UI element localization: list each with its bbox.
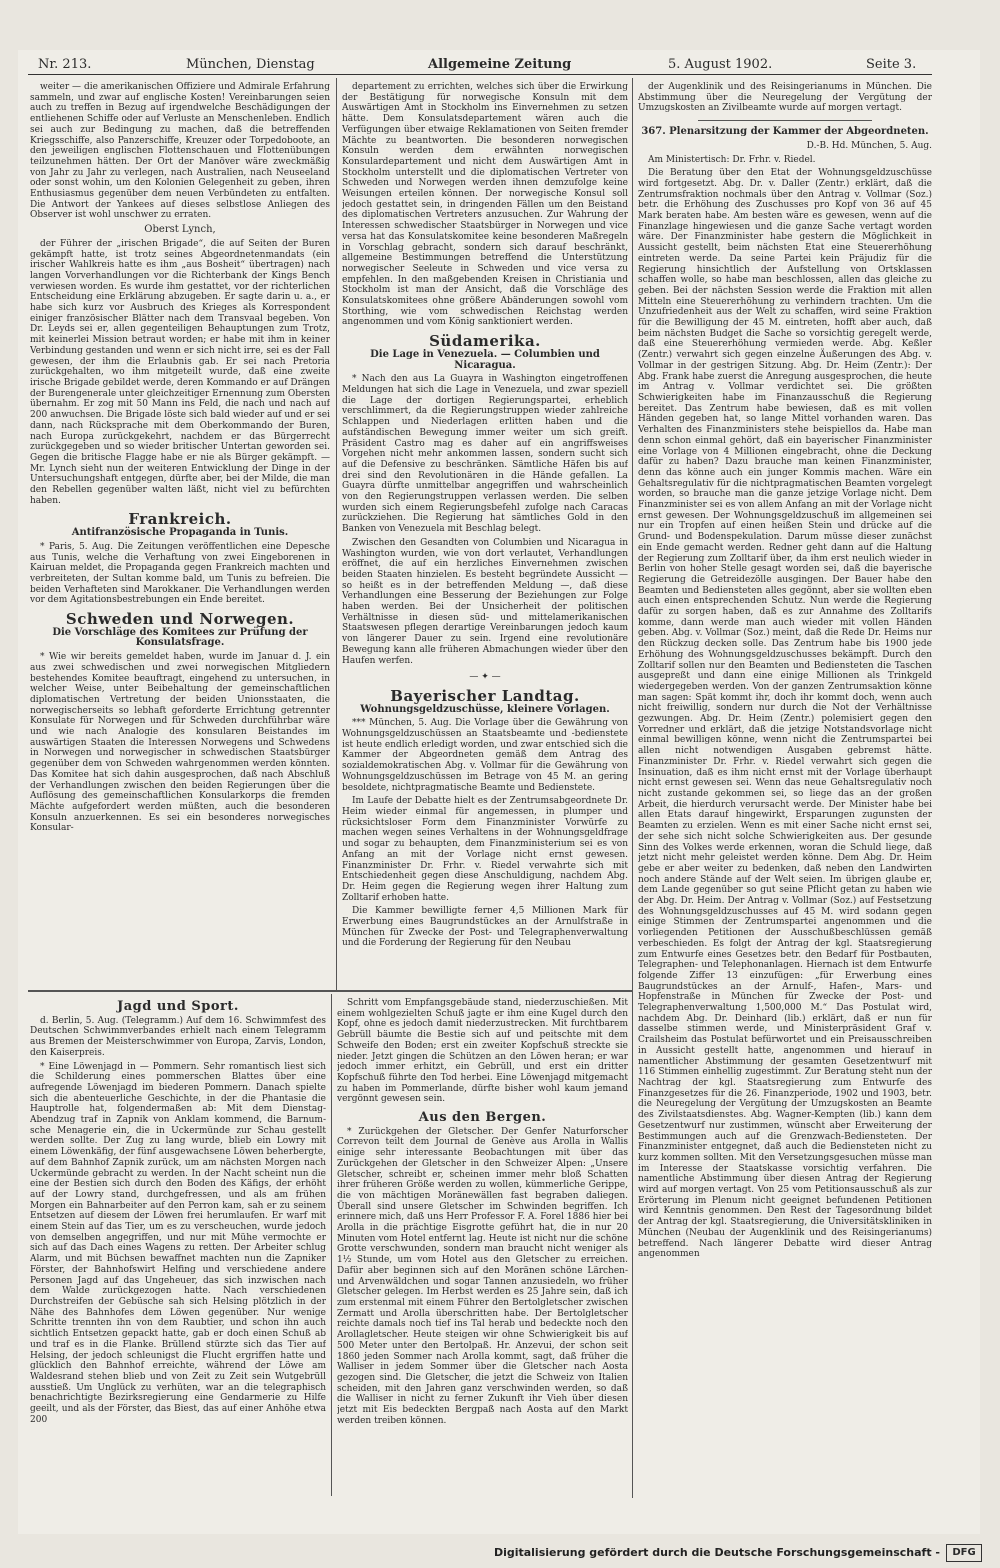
article-text: d. Berlin, 5. Aug. (Telegramm.) Auf dem 16. Schwimmfest des Deutschen Schwimmverbandes erhielt nach einem Telegramm aus Bremen der Meisterschwimmer von Europa, Zarvis, London, den Kaiserpreis. xyxy=(30,1015,326,1058)
article-subheading: Wohnungsgeldzuschüsse, kleinere Vorlagen. xyxy=(360,703,610,715)
place-day: München, Dienstag xyxy=(186,57,315,72)
article-text: * Eine Löwenjagd in — Pommern. Sehr romantisch liest sich die Schilderung eines pommerschen Blattes über eine aufregende Löwenjagd im biederen Pommern. Danach spielte sich die abenteuerliche Geschichte, in der die Phantasie die Hauptrolle hat, folgendermaßen ab: Mit dem Dienstag-Abendzug traf in Zapnik von Anklam kommend, die Barnum-sche Menagerie ein, die in Uckermünde zur Schau gestellt werden sollte. Der Zug zu lang wurde, blieb ein Lowry mit einem Löwenkäfig, der fünf ausgewachsene Löwen beherbergte, auf dem Bahnhof Zapnik zurück, um am nächsten Morgen nach Uckermünde gebracht zu werden. In der Nacht scheint nun die eine der Bestien sich durch den Boden des Käfigs, der erhöht auf der Lowry stand, durchgefressen, und als am frühen Morgen ein Bahnarbeiter auf den Perron kam, sah er zu seinem Entsetzen auf diesem der Löwen frei herumlaufen. Er warf mit einem Stein auf das Tier, um es zu verscheuchen, wurde jedoch von demselben angegriffen, und nur mit Mühe vermochte er sich auf das Dach eines Wagens zu retten. Der Arbeiter schlug Alarm, und mit Büchsen bewaffnet machten nun die Zapniker Förster, der Bahnhofswirt Helfing und verschiedene andere Personen Jagd auf das Ungeheuer, das sich inzwischen nach dem Walde zurückgezogen hatte. Nach verschiedenen Durchstreifen der Gebüsche sah sich Helsing plötzlich in der Nähe des Bahnhofes dem Löwen gegenüber. Nur wenige Schritte trennten ihn von dem Raubtier, und schon ihn auch sichtlich Entsetzen gepackt hatte, gab er doch einen Schuß ab und traf es in die Flanke. Brüllend stürzte sich das Tier auf Helsing, der jedoch schleunigst die Flucht ergriffen hatte und glücklich den Bahnhof erreichte, während der Löwe am Waldesrand stehen blieb und von Zeit zu Zeit sein Wutgebrüll ausstieß. Um Unglück zu verhüten, war an die telegraphisch benachrichtigte Bezirksregierung eine Gendarmerie zu Hilfe geeilt, und als der Förster, das Biest, das auf einer Anhöhe etwa 200 xyxy=(30,1061,326,1425)
ministers-note: Am Ministertisch: Dr. Frhr. v. Riedel. xyxy=(648,154,816,165)
article-text: Zwischen den Gesandten von Columbien und Nicaragua in Washington wurden, wie von dort verlautet, Verhandlungen eröffnet, die auf ein herzliches Einvernehmen zwischen beiden Staaten hinzielen. Es besteht begründete Aussicht — so heißt es in der betreffenden Meldung —, daß diese Verhandlungen eine Besserung der Beziehungen zur Folge haben werden. Bei der Unsicherheit der politischen Verhältnisse in diesen süd- und mittelamerikanischen Staatswesen pflegen derartige Vereinbarungen jedoch kaum von längerer Dauer zu sein. Irgend eine revolutionäre Bewegung kann alle früheren Abmachungen wieder über den Haufen werfen. xyxy=(342,537,628,666)
article-text: der Augenklinik und des Reisingerianums in München. Die Abstimmung über die Neuregelung der Vergütung der Umzugskosten an Zivilbeamte wurde auf morgen vertagt. xyxy=(638,82,932,114)
article-text: Die Beratung über den Etat der Wohnungsgeldzuschüsse wird fortgesetzt. Abg. Dr. v. Daller (Zentr.) erklärt, daß die Zentrumsfraktion nochmals über den Antrag v. Vollmar (Soz.) betr. die Erhöhung des Zuschusses pro Kopf von 36 auf 45 Mark beraten habe. Am besten wäre es gewesen, wenn auf die Finanzlage hingewiesen und die ganze Sache vertagt worden wäre. Der Finanzminister habe gestern die Möglichkeit in Aussicht gestellt, beim nächsten Etat eine Steuererhöhung eintreten werde. Da seine Partei kein Präjudiz für die Regierung hinsichtlich der Aufstellung von Ortsklassen schaffen wolle, so habe man beschlossen, allen das gleiche zu geben. Bei der nächsten Session werde die Fraktion mit allen Mitteln eine Steuererhöhung zu verhindern trachten. Um die Unzufriedenheit aus der Welt zu schaffen, wird seine Fraktion für die Bewilligung der 45 M. eintreten, hofft aber auch, daß beim nächsten Budget die Sache so vorsichtig geregelt werde, daß eine Steuererhöhung vermieden werde. Abg. Keßler (Zentr.) verwahrt sich gegen einzelne Äußerungen des Abg. v. Vollmar in der gestrigen Sitzung. Abg. Dr. Heim (Zentr.): Der Abg. Frank habe zuerst die Anregung ausgesprochen, die heute im Antrag v. Vollmar verdichtet sei. Die größten Schwierigkeiten habe im Finanzausschuß die Regierung bereitet. Das Zentrum habe bewiesen, daß es mit vollen Händen gegeben hat, so lange Mittel vorhanden waren. Das Verhalten des Finanzministers stehe beispiellos da. Habe man denn schon einmal gehört, daß ein bayerischer Finanzminister eine Vorlage von 4 Millionen eingebracht, ohne die Deckung dafür zu haben? Dazu brauche man keinen Finanzminister, denn das könne auch ein junger Kommis machen. Wäre ein Gehaltsregulativ für die nichtpragmatischen Beamten vorgelegt worden, so brauche man die ganze jetzige Vorlage nicht. Dem Finanzminister sei es von allem Anfang an mit der Vorlage nicht ernst gewesen. Der Wohnungsgeldzuschuß im allgemeinen sei nur ein Tropfen auf einen heißen Stein und drücke auf die Grund- und Bodenspekulation. Darum müsse dieser zunächst ein Ende gemacht werden. Redner geht dann auf die Haltung der Regierung zum Zolltarif über, da ihm erst neulich wieder in Berlin von hoher Stelle gesagt worden sei, daß die bayerische Regierung die Getreidezölle ausgingen. Der Bauer habe den Beamten und Bediensteten alles gegönnt, aber sie wollten eben auch einen entsprechenden Schutz. Nun werde die Regierung dafür zu sorgen haben, daß es zur Annahme des Zolltarifs komme, dann werde man auch wieder mit vollen Händen geben. Abg. v. Vollmar (Soz.) meint, daß die Rede Dr. Heims nur den Rückzug decken solle. Das Zentrum habe bis 1900 jede Erhöhung des Wohnungsgeldzuschusses bekämpft. Durch den Zolltarif sollen nur den Beamten und Bediensteten die Taschen ausgepreßt und dann eine einige Millionen als Trinkgeld wiedergegeben werden. Von der ganzen Zentrumsaktion könne man sagen: Spät kommt ihr, doch ihr kommt doch, wenn auch nicht freiwillig, sondern nur durch die Not der Verhältnisse gezwungen. Abg. Dr. Heim (Zentr.) polemisiert gegen den Vorredner und erklärt, daß die jetzige Notstandsvorlage nicht einmal bewilligen könne, wenn nicht die Zentrumspartei bei allen nicht notwendigen Ausgaben gebremst hätte. Finanzminister Dr. Frhr. v. Riedel verwahrt sich gegen die Insinuation, daß es ihm nicht ernst mit der Vorlage überhaupt nicht ernst gewesen sei. Wenn das neue Gehaltsregulativ noch nicht zustande gekommen sei, so liege das an der großen Arbeit, die hierdurch verursacht werde. Der Minister habe bei allen Etats darauf hingewirkt, Ersparungen zugunsten der Beamten zu erzielen. Wenn es mit einer Sache nicht ernst sei, der sehe sich nicht solche Schwierigkeiten aus. Der gesunde Sinn des Volkes werde erkennen, woran die Schuld liege, daß jetzt nicht mehr geleistet werden könne. Dem Abg. Dr. Heim gebe er aber weiter zu bedenken, daß neben den Landwirten noch andere Stände auf der Welt seien. Im übrigen glaube er, dem Lande gegenüber so gut seine Pflicht getan zu haben wie der Abg. Dr. Heim. Der Antrag v. Vollmar (Soz.) auf Festsetzung des Wohnungsgeldzuschusses auf 45 M. wird sodann gegen einige Stimmen der Zentrumspartei angenommen und die vorliegenden Petitionen der Ausschußbeschlüssen gemäß verbeschieden. Es folgt der Antrag der kgl. Staatsregierung zum Entwurfe eines Gesetzes betr. den Bedarf für Postbauten, Telegraphen- und Telephonanlagen. Hiernach ist dem Entwurfe folgende Ziffer 13 einzufügen: „für Erwerbung eines Baugrundstückes an der Arnulf-, Hafen-, Mars- und Hopfenstraße in München für Zwecke der Post- und Telegraphenverwaltung 1,500,000 M.“ Das Postulat wird, nachdem Abg. Dr. Deinhard (lib.) erklärt, daß er nun für dasselbe stimmen werde, und Ministerpräsident Graf v. Crailsheim das Postulat befürwortet und ein Preisausschreiben in Aussicht gestellt hatte, angenommen und hierauf in namentlicher Abstimmung der gesamten Gesetzentwurf mit 116 Stimmen einhellig zugestimmt. Zur Beratung steht nun der Nachtrag der kgl. Staatsregierung zum Entwurfe des Finanzgesetzes für die 26. Finanzperiode, 1902 und 1903, betr. die Neuregelung der Vergütung der Umzugskosten an Beamte des Zivilstaatsdienstes. Abg. Wagner-Kempten (lib.) kann dem Gesetzentwurf nur zustimmen, wünscht aber Erweiterung der Bestimmungen auch auf die Grenzwach-Bediensteten. Der Finanzminister entgegnet, daß auch die Bediensteten nicht zu kurz kommen sollten. Mit den Versetzungsgesuchen müsse man im Interesse der Staatskasse vorsichtig verfahren. Die namentliche Abstimmung über diesen Antrag der Regierung wird auf morgen vertagt. Von 25 vom Petitionsausschuß als zur Erörterung im Plenum nicht geeignet befundenen Petitionen wird Kenntnis genommen. Den Rest der Tagesordnung bildet der Antrag der kgl. Staatsregierung, die Universitätskliniken in München (Neubau der Augenklinik und des Reisingerianums) betreffend. Nach längerer Debatte wird dieser Antrag angenommen xyxy=(638,168,932,1260)
article-text: weiter — die amerikanischen Offiziere und Admirale Erfahrung sammeln, und zwar auf englische Kosten! Vereinbarungen seien auch zu treffen in Bezug auf irgendwelche Beschädigungen der entliehenen Schiffe oder auf Verluste an Menschenleben. Endlich sei auch zur Bedingung zu machen, daß die betreffenden Kriegsschiffe, also Panzerschiffe, Kreuzer oder Torpedoboote, an den jeweiligen englischen Flottenschauen und Flottenübungen teilzunehmen hätten. Der Ort der Manöver wäre zweckmäßig von Jahr zu Jahr zu verlegen, nach Australien, nach Neuseeland oder sonst wohin, um den Kolonien Gelegenheit zu geben, ihren Enthusiasmus gegenüber dem neuen Verbündeten zu entfalten. Die Antwort der Yankees auf dieses selbstlose Anliegen des Observer ist wohl unschwer zu erraten. xyxy=(30,82,330,221)
section-heading: Aus den Bergen. xyxy=(418,1110,547,1126)
article-heading: 367. Plenarsitzung der Kammer der Abgeordneten. xyxy=(641,126,929,138)
article-text: * Paris, 5. Aug. Die Zeitungen veröffentlichen eine Depesche aus Tunis, welche die Verhaftung von zwei Eingeborenen in Kairuan meldet, die Propaganda gegen Frankreich machten und verbreiteten, der Sultan komme bald, um Tunis zu befreien. Die beiden Verhafteten sind Marokkaner. Die Verhandlungen werden vor dem Agitationsbestrebungen ein Ende bereitet. xyxy=(30,541,330,606)
issue-number: Nr. 213. xyxy=(38,57,92,72)
article-text: * Nach den aus La Guayra in Washington eingetroffenen Meldungen hat sich die Lage in Venezuela, und zwar speziell die Lage der dortigen Regierungspartei, erheblich verschlimmert, da die Regierungstruppen wieder zahlreiche Schlappen und Niederlagen erlitten haben und die aufständischen Bewegung immer weiter um sich greift. Präsident Castro mag es daher auf ein angriffsweises Vorgehen nicht mehr ankommen lassen, sondern sucht sich auf die Defensive zu beschränken. Sämtliche Häfen bis auf drei sind den Revolutionären in die Hände gefallen. La Guayra dürfte unmittelbar angegriffen und wahrscheinlich von den Regierungstruppen verlassen werden. Die selben wurden sich einem Regierungsbefehl zufolge nach Caracas zurückziehen. Die Regierung hat sämtliches Gold in den Banken von Venezuela mit Beschlag belegt. xyxy=(342,374,628,535)
article-subheading: Antifranzösische Propaganda in Tunis. xyxy=(71,527,289,539)
article-text: Schritt vom Empfangsgebäude stand, niederzuschießen. Mit einem wohlgezielten Schuß jagte er ihm eine Kugel durch den Kopf, ohne es jedoch damit niederzustrecken. Mit furchtbarem Gebrüll bäumte die Bestie sich auf und peitschte mit dem Schweife den Boden; erst ein zweiter Kopfschuß streckte sie nieder. Jetzt gingen die Schützen an den Löwen heran; er war jedoch immer erhitzt, ein Gebrüll, und erst ein dritter Kopfschuß führte den Tod herbei. Eine Löwenjagd mitgemacht zu haben im Pommerlande, dürfte bisher wohl kaum jemand vergönnt gewesen sein. xyxy=(337,998,628,1105)
page-number: Seite 3. xyxy=(866,57,917,72)
digitization-credit: Digitalisierung gefördert durch die Deutsche Forschungsgemeinschaft - xyxy=(493,1546,940,1559)
article-heading: Oberst Lynch, xyxy=(144,224,216,236)
column-rule xyxy=(331,994,332,1496)
article-text: der Führer der „irischen Brigade“, die auf Seiten der Buren gekämpft hatte, ist trotz seines Abgeordnetenmandats (ein irischer Wahlkreis hatte es ihm „aus Bosheit“ übertragen) nach langen Vorverhandlungen vor die Richterbank der Kings Bench verwiesen worden. Es wurde ihm gestattet, vor der richterlichen Entscheidung eine Erklärung abzugeben. Er sagte darin u. a., er habe sich kurz vor Ausbruch des Krieges als Korrespondent einiger französischer Blätter nach dem Transvaal begeben. Von Dr. Leyds sei er, allen gegenteiligen Behauptungen zum Trotz, mit keinerlei Mission betraut worden; er habe mit ihm in keiner Verbindung gestanden und wenn er sich nicht irre, sei es der Fall gewesen, der ihm die Erlaubnis gab. Er sei nach Pretoria zurückgehalten, wo ihm mitgeteilt wurde, daß eine zweite irische Brigade gebildet werde, deren Kommando er auf Drängen der Burengenerale unter gleichzeitiger Ernennung zum Obersten übernahm. Er zog mit 50 Mann ins Feld, die nach und nach auf 200 anwuchsen. Die Brigade löste sich bald wieder auf und er sei dann, nach Rücksprache mit dem Oberkommando der Buren, nach Europa zurückgekehrt, nachdem er das Bürgerrecht zurückgegeben und so wieder britischer Untertan geworden sei. Gegen die britische Flagge habe er nie als Bürger gekämpft. — Mr. Lynch sieht nun der weiteren Entwicklung der Dinge in der Untersuchungshaft entgegen, dürfte aber, bei der Milde, die man den Rebellen gegenüber walten läßt, nicht viel zu befürchten haben. xyxy=(30,238,330,506)
separator-ornament: — ✦ — xyxy=(469,672,501,683)
page-header xyxy=(28,56,932,75)
newspaper-title: Allgemeine Zeitung xyxy=(428,57,572,72)
footer-bar xyxy=(0,1538,1000,1568)
article-text: Die Kammer bewilligte ferner 4,5 Millionen Mark für Erwerbung eines Baugrundstückes an der Arnulfstraße in München für Zwecke der Post- und Telegraphenverwaltung und die Forderung der Regierung für den Neubau xyxy=(342,906,628,949)
section-heading: Jagd und Sport. xyxy=(117,999,239,1014)
column-rule xyxy=(632,78,633,1498)
section-heading: Südamerika. xyxy=(429,332,541,351)
section-heading: Bayerischer Landtag. xyxy=(390,686,580,705)
article-subheading: Die Lage in Venezuela. — Columbien und Nicaragua. xyxy=(370,348,600,371)
issue-date: 5. August 1902. xyxy=(668,57,773,72)
article-text: * Zurückgehen der Gletscher. Der Genfer Naturforscher Correvon teilt dem Journal de Genève aus Arolla in Wallis einige sehr interessante Beobachtungen mit über das Zurückgehen der Gletscher in den Schweizer Alpen: „Unsere Gletscher, schreibt er, scheinen immer mehr bloß Schatten ihrer früheren Größe werden zu wollen, kümmerliche Gerippe, die von mächtigen Moränewällen fast begraben daliegen. Überall sind unsere Gletscher im Schwinden begriffen. Ich erinnere mich, daß uns Herr Professor F. A. Forel 1886 hier bei Arolla in die prächtige Eisgrotte geführt hat, die in nur 20 Minuten vom Hotel entfernt lag. Heute ist nicht nur die schöne Grotte verschwunden, sondern man braucht nicht weniger als 1½ Stunde, um vom Hotel aus den Gletscher zu erreichen. Dafür aber beginnen sich auf den Moränen schöne Lärchen- und Arvenwäldchen und sogar Tannen anzusiedeln, wo früher Gletscher gelegen. Im Herbst werden es 25 Jahre sein, daß ich zum erstenmal mit einem Führer den Bertolgletscher zwischen Zermatt und Arolla überschritten habe. Der Bertolgletscher reichte damals noch tief ins Tal herab und bedeckte noch den Arollagletscher. Heute steigen wir ohne Schwierigkeit bis auf 500 Meter unter den Bertolpaß. Hr. Anzevui, der schon seit 1860 jeden Sommer nach Arolla kommt, sagt, daß früher die Walliser in jedem Sommer über die Gletscher nach Aosta gezogen sind. Die Gletscher, die jetzt die Schweiz von Italien scheiden, mit den Jahren ganz verschwinden werden, so daß die Walliser in nicht zu ferner Zukunft ihr Vieh über diesen jetzt mit Eis bedeckten Bergpaß nach Aosta auf den Markt werden treiben können. xyxy=(337,1126,628,1426)
column-2 xyxy=(342,82,628,986)
section-heading: Schweden und Norwegen. xyxy=(65,610,295,629)
column-1 xyxy=(30,82,330,986)
separator-line xyxy=(698,120,872,121)
article-text: departement zu errichten, welches sich über die Erwirkung der Bestätigung für norwegische Konsuln mit dem Auswärtigen Amt in Stockholm ins Einvernehmen zu setzen hätte. Dem Konsulatsdepartement wären auch die Verfügungen über etwaige Reklamationen von Seiten fremder Mächte zu beantworten. Die besonderen norwegischen Konsuln werden dem erwähnten norwegischen Konsulardepartement und nicht dem Auswärtigen Amt in Stockholm unterstellt und die diplomatischen Vertreter von Schweden und Norwegen werden ihnen demzufolge keine Weisungen erteilen können. Der norwegische Konsul soll jedoch gestattet sein, in dringenden Fällen um den Beistand des diplomatischen Vertreters anzusuchen. Zur Wahrung der Interessen schwedischer Staatsbürger in Norwegen und vice versa hat das Konsulatskomitee keine besonderen Maßregeln in Vorschlag gebracht, sondern sich darauf beschränkt, allgemeine Bestimmungen betreffend die Unterstützung norwegischer Seeleute in Schweden und vice versa zu empfehlen. In den maßgebenden Kreisen in Christiania und Stockholm ist man der Ansicht, daß die Vorschläge des Konsulatskomitees ohne größere Abänderungen sowohl vom Storthing, wie vom schwedischen Reichstag werden angenommen und vom König sanktioniert werden. xyxy=(342,82,628,328)
column-rule xyxy=(336,78,337,990)
dfg-logo-icon: DFG xyxy=(946,1544,982,1562)
article-text: Im Laufe der Debatte hielt es der Zentrumsabgeordnete Dr. Heim wieder einmal für angemessen, in plumper und rücksichtsloser Form dem Finanzminister Vorwürfe zu machen wegen seines Verhaltens in der Wohnungsgeldfrage und sogar zu behaupten, dem Finanzministerium sei es von Anfang an mit der Vorlage nicht ernst gewesen. Finanzminister Dr. Frhr. v. Riedel verwahrte sich mit Entschiedenheit gegen diese Anschuldigung, nachdem Abg. Dr. Heim gegen die Regierung wegen ihrer Haltung zum Zolltarif erhoben hatte. xyxy=(342,796,628,903)
article-text: * Wie wir bereits gemeldet haben, wurde im Januar d. J. ein aus zwei schwedischen und zwei norwegischen Mitgliedern bestehendes Komitee beauftragt, eingehend zu untersuchen, in welcher Weise, unter Beibehaltung der gemeinschaftlichen diplomatischen Vertretung der beiden Unionsstaaten, die norwegischerseits so lebhaft geforderte Errichtung getrennter Konsulate für Norwegen und für Schweden durchführbar wäre und wie nach Analogie des konsularen Beistandes im auswärtigen Staaten die Interessen Norwegens und Schwedens in Norwegen und norwegischer in schwedischen Staatsbürger gegenüber dem von Schweden wahrgenommen werden könnten. Das Komitee hat sich dahin ausgesprochen, daß nach Abschluß der Verhandlungen zwischen den beiden Regierungen über die Auflösung des gemeinschaftlichen Konsularkorps die fremden Mächte aufgefordert werden müßten, auch die besonderen Konsuln anzuerkennen. Es sei ein besonderes norwegisches Konsular- xyxy=(30,652,330,834)
article-subheading: Die Vorschläge des Komitees zur Prüfung der Konsulatsfrage. xyxy=(52,626,308,649)
column-4b xyxy=(337,998,628,1496)
article-text: *** München, 5. Aug. Die Vorlage über die Gewährung von Wohnungsgeldzuschüssen an Staatsbeamte und -bedienstete ist heute endlich erledigt worden, und zwar entschied sich die Kammer der Abgeordneten gemäß dem Antrag des sozialdemokratischen Abg. v. Vollmar für die Gewährung von Wohnungsgeldzuschüssen im Betrage von 45 M. an gering besoldete, nichtpragmatische Beamte und Bedienstete. xyxy=(342,718,628,793)
column-3 xyxy=(638,82,932,1496)
dateline: D.-B. Hd. München, 5. Aug. xyxy=(806,140,932,151)
section-heading: Frankreich. xyxy=(128,510,232,529)
section-rule xyxy=(28,990,632,992)
column-4a xyxy=(30,998,326,1496)
